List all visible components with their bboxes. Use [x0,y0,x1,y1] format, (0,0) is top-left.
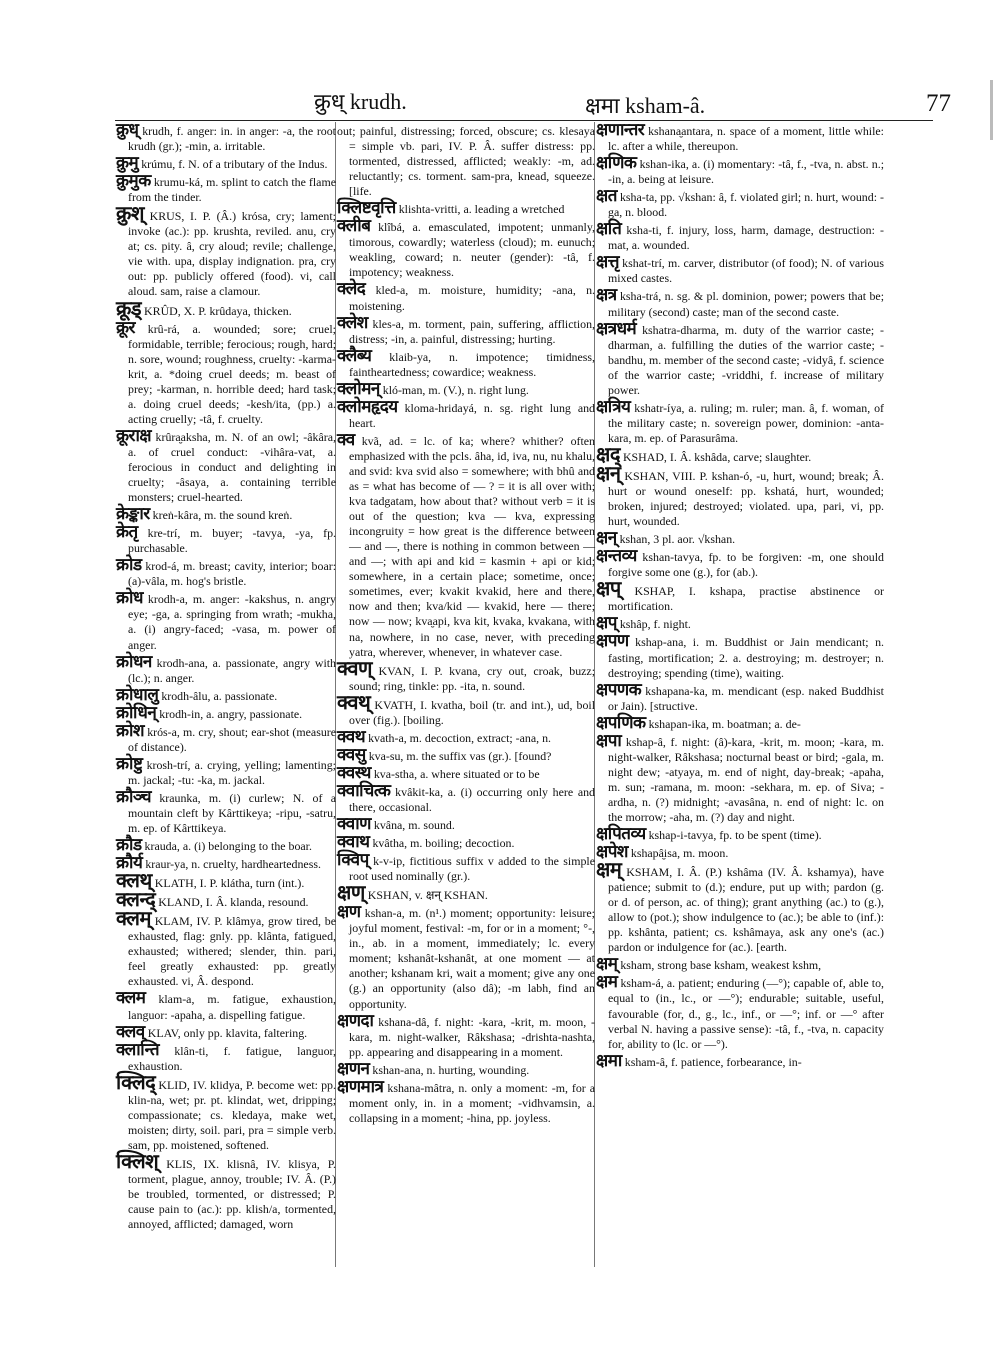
dictionary-entry [116,990,336,1022]
entry-text: krauda, a. (i) belonging to the boar. [144,839,312,854]
entry-devanagari-headword: क्लेद [337,279,366,299]
entry-text: klam-a, m. fatigue, exhaustion, languor: -apaha, a. dispelling fatigue. [128,992,336,1022]
entry-devanagari-headword: क्लान्ति [116,1039,160,1059]
dictionary-entry [116,1021,336,1041]
entry-devanagari-headword: क्रूराक्ष [116,425,152,445]
entry-devanagari-headword: क्षणान्तर [596,120,645,139]
dictionary-entry [116,203,336,299]
entry-devanagari-headword: क्वथ [337,726,366,746]
dictionary-entry [596,615,884,632]
entry-text: kva-su, m. the suffix vas (gr.). [found? [368,748,552,763]
entry-text: kshatr-íya, a. ruling; m. ruler; man. â, f. woman, of the military caste; n. sovereign power, dominion: -anta-kara, m. ep. of Parasurâma. [608,400,884,445]
entry-devanagari-headword: क्षम् [596,859,622,882]
dictionary-entry [596,578,884,614]
entry-devanagari-headword: क्षणिक [596,153,637,173]
entry-text: kshap-ana, i. m. Buddhist or Jain mendicant; n. fasting, mortification; 2. a. destroying; m. destroyer; n. destroying; spending (time), waiting. [608,635,884,680]
entry-devanagari-headword: क्षत्रिय [596,396,631,416]
entry-text: krumu-ká, m. splint to catch the flame from the tinder. [128,175,336,205]
entry-text: kshat-trí, m. carver, distributor (of food); N. of various mixed castes. [608,256,884,286]
entry-text: KLAV, only pp. klavita, faltering. [147,1025,308,1040]
entry-devanagari-headword: क्वण् [337,657,372,680]
entry-devanagari-headword: क्षणमात्र [337,1076,384,1096]
dictionary-entry [337,904,595,1011]
dictionary-entry [116,908,336,989]
entry-text: klîbá, a. emasculated, impotent; unmanly, timorous, cowardly; waterless (cloud); m. eunuch; weakling, coward; n. neuter (gender): -tâ, f. impotency; weakness. [349,220,595,280]
dictionary-entry [337,852,595,884]
entry-devanagari-headword: क्रूर [116,317,136,337]
dictionary-entry [596,826,884,843]
dictionary-entry [116,317,336,427]
dictionary-entry [596,548,884,580]
entry-text: kvâtha, m. boiling; decoction. [372,836,515,851]
entry-text: k-v-ip, fictitious suffix v added to the simple root used nominally (gr.). [349,854,595,884]
entry-devanagari-headword: क्वाथ [337,832,370,852]
entry-devanagari-headword: क्लथ् [116,870,152,893]
entry-devanagari-headword: क्रोश [116,720,145,740]
entry-devanagari-headword: क्रौर्य [116,853,143,873]
dictionary-entry [596,1050,884,1070]
entry-devanagari-headword: क्रुश् [116,203,144,226]
entry-text: kshan-ana, n. hurting, wounding. [372,1062,530,1077]
entry-devanagari-headword: क्षपणिक [596,712,646,732]
entry-devanagari-headword: क्षपणक [596,679,642,699]
dictionary-entry [337,1058,595,1078]
entry-devanagari-headword: क्वथ् [337,691,371,714]
entry-text: kre-trí, m. buyer; -tavya, -ya, fp. purchasable. [128,526,336,556]
entry-devanagari-headword: क्लिष्टवृत्ति [337,198,396,218]
entry-text: kvâkit-ka, a. (i) occurring only here and there, occasional. [349,784,595,814]
entry-text: KLIS, IX. klisnâ, IV. klisya, P. torment, plague, annoy, trouble; IV. Â. (P.) be troubled, tormented, or distressed; P. cause pain to (ac.): pp. klish/a, tormented, annoyed, afflicted; damaged, worn [128,1156,336,1232]
entry-text: KLATH, I. P. klátha, turn (int.). [154,876,305,891]
entry-devanagari-headword: क्लम [116,988,146,1008]
dictionary-entry [116,524,336,556]
entry-devanagari-headword: क्रुध् [116,120,139,139]
entry-text: ksham, strong base ksham, weakest kshm, [620,958,822,973]
dictionary-entry [116,786,336,836]
page-number: 77 [926,90,951,117]
entry-text: kvâna, m. sound. [373,818,455,833]
entry-text: ksha-trá, n. sg. & pl. dominion, power; powers that be; military (second) caste; man of the second caste. [608,289,884,319]
entry-text: krudh, f. anger: in. in anger: -a, the root krudh (gr.); -min, a. irritable. [128,124,336,154]
dictionary-column-3 [596,122,884,1071]
dictionary-entry [596,530,884,547]
entry-text: kraur-ya, n. cruelty, hardheartedness. [145,857,321,872]
entry-text: kva-stha, a. where situated or to be [373,766,540,781]
entry-devanagari-headword: क्रोध [116,588,143,608]
entry-text: KVATH, I. kvatha, boil (tr. and int.), ud, boil over (fig.). [boiling. [349,697,595,727]
dictionary-entry [337,780,595,815]
dictionary-entry [596,974,884,1051]
entry-text: krós-a, m. cry, shout; ear-shot (measure of distance). [128,724,336,754]
entry-text: KLAND, I. Â. klanda, resound. [158,895,309,910]
entry-text: kshan-ika, a. (i) momentary: -tâ, f., -tva, n. abst. n.; -in, a. being at leisure. [608,157,884,187]
dictionary-entry [596,254,884,286]
dictionary-entry [337,657,595,694]
entry-text: kshap-â, f. night: (â)-kara, -krit, m. moon; -kara, m. night-walker, Râkshasa; nocturnal beast or bird; -gala, m. night dew; -atyaya, m. end of night, day-break; -apaha, m. sun; -ramana, m. moon: -sekhara, m. ep. of Siva; -ardha, n. (?) midnight; -avasâna, n. end of night: lc. on the morrow; -aha, m. (?) day and night. [608,734,884,824]
entry-devanagari-headword: क्लैब्य [337,345,372,365]
entry-text: krû-rá, a. wounded; sore; cruel; formidable, terrible; ferocious; rough, hard; n. sore, wound; roughness, cruelty: -karma-krit, a. *doing cruel deeds; m. beast of prey; -karman, n. horrible deed; hard task; a. doing cruel deeds; -kesh/ita, (pp.) a. acting cruelly; -tâ, f. cruelty. [128,321,336,426]
scan-margin-mark [990,80,993,140]
entry-devanagari-headword: क्लीब [337,216,371,236]
entry-devanagari-headword: क्रेतृ [116,522,138,542]
entry-devanagari-headword: क्रोष्टु [116,753,143,773]
entry-devanagari-headword: क्लम् [116,908,151,931]
dictionary-entry [337,762,595,782]
entry-text: ksha-ta, pp. √kshan: â, f. violated girl; n. hurt, wound: -ga, n. blood. [608,190,884,220]
dictionary-entry [116,684,336,704]
entry-text: krodh-a, m. anger: -kakshus, n. angry eye; -ga, a. springing from wrath; -mukha, a. (i) angry-faced; -vasa, m. power of anger. [128,592,336,652]
dictionary-entry [596,730,884,825]
header-left-guideword: क्रुध् krudh. [314,89,407,114]
entry-text: KSHAN, VIII. P. kshan-ó, -u, hurt, wound; break; Â. hurt or wound oneself: pp. kshatá, hurt, wounded; broken, injured; destroyed; violated. upa, pari, vi, pp. hurt, wounded. [608,468,884,529]
entry-text: krodh-ana, a. passionate, angry with (lc.); n. anger. [128,655,337,685]
entry-devanagari-headword: क्रोधालु [116,684,159,704]
entry-text: kshapana-ka, m. mendicant (esp. naked Buddhist or Jain). [structive. [608,683,884,713]
entry-devanagari-headword: क्लोमहृदय [337,396,398,416]
entry-text: KLID, IV. klidya, P. become wet: pp. klin-na, wet; pr. pt. klindat, wet, dripping; compassionate; cs. kledaya, make wet, moisten; dirty, soil. pari, pra = simple verb. sam, pp. moistened, softened. [128,1077,336,1152]
entry-devanagari-headword: क्विप् [337,850,369,870]
entry-text: kled-a, m. moisture, humidity; -ana, n. moistening. [349,283,595,313]
entry-text: kles-a, m. torment, pain, suffering, affliction, distress; -in, a. painful, distressing; hurting. [349,316,595,346]
entry-devanagari-headword: क्रेङ्कार [116,504,150,524]
entry-devanagari-headword: क्लिद् [116,1071,156,1094]
entry-text: kshapâ̮isa, m. moon. [630,846,729,861]
entry-devanagari-headword: क्षत [596,186,617,206]
entry-devanagari-headword: क्रोधिन् [116,702,157,722]
entry-devanagari-headword: क्व [337,429,355,449]
dictionary-entry [337,744,595,764]
dictionary-entry [596,633,884,680]
entry-text: KSHAP, I. kshapa, practise abstinence or mortification. [608,584,884,614]
header-rule [115,120,933,121]
dictionary-entry [116,155,336,172]
entry-text: kloma-hridayá, n. sg. right lung and heart. [349,400,595,430]
entry-devanagari-headword: क्षण [337,902,361,922]
dictionary-entry [116,297,336,320]
entry-devanagari-headword: क्षम् [596,954,618,974]
entry-devanagari-headword: क्वाचित्क [337,780,391,800]
entry-devanagari-headword: क्रोड [116,555,142,575]
entry-text: kshapan-ika, m. boatman; a. de- [648,716,801,731]
entry-devanagari-headword: क्षपितव्य [596,824,646,844]
dictionary-entry [116,1071,336,1153]
dictionary-entry [596,443,884,466]
entry-text: kshana-dâ, f. night: -kara, -krit, m. moon, -kara, m. night-walker, Râkshasa; -drishta-nashta, pp. appearing and disappearing in a moment. [349,1014,595,1059]
entry-text: ksham-â, f. patience, forbearance, in- [624,1054,802,1069]
dictionary-entry [337,1010,595,1060]
dictionary-entry [116,557,336,589]
entry-devanagari-headword: क्षत्रधर्म [596,318,637,338]
entry-devanagari-headword: क्षन् [596,462,621,485]
dictionary-entry [337,816,595,833]
dictionary-column-2 [337,122,595,1127]
dictionary-entry [116,173,336,205]
entry-devanagari-headword: क्षपण [596,631,629,651]
entry-devanagari-headword: क्लोमन् [337,378,380,398]
entry-text: klân-ti, f. fatigue, languor, exhaustion. [128,1043,336,1073]
entry-text: kreṅ-kâra, m. the sound kreṅ. [152,508,293,523]
entry-text: ksha-ti, f. injury, loss, harm, damage, destruction: -mat, a. wounded. [608,223,884,253]
dictionary-entry [596,221,884,253]
entry-text: krúmu, f. N. of a tributary of the Indus. [141,157,328,172]
dictionary-entry [116,651,337,686]
entry-devanagari-headword: क्रौड [116,835,142,855]
entry-text: out; painful, distressing; forced, obscure; cs. klesaya = simple vb. pari, IV. P. Â. suffer distress: pp. tormented, distressed, afflicted; weakly: -m, ad. reluctantly; cs. torment. sam-pra, knead, squeeze. [life. [337,124,595,199]
page-header [0,82,1000,118]
entry-text: kshap-i-tavya, fp. to be spent (time). [648,828,822,843]
dictionary-entry [337,218,595,280]
dictionary-entry [596,679,884,714]
entry-text: kshâp, f. night. [619,617,691,632]
entry-devanagari-headword: क्रुमु [116,153,139,173]
entry-devanagari-headword: क्षण् [337,882,365,905]
entry-text: kló-man, m. (V.), n. right lung. [382,382,529,397]
dictionary-column-1 [116,122,336,1233]
dictionary-entry [337,1076,595,1126]
header-center-guideword: क्षमा ksham-â. [585,93,706,118]
entry-devanagari-headword: क्वसु [337,744,366,764]
entry-devanagari-headword: क्वस्थ [337,762,371,782]
entry-text: krodh-in, a. angry, passionate. [159,706,303,721]
entry-text: kshan, 3 pl. aor. √kshan. [619,532,736,547]
entry-text: KLAM, IV. P. klâmya, grow tired, be exhausted, flag: gnly. pp. klânta, fatigued, exhausted; withered; slender, thin. pari, feel greatly exhausted: pp. greatly exhausted. vi, Â. despond. [128,914,336,989]
entry-text: krûra̮aksha, m. N. of an owl; -âkâra, a. of cruel conduct: -vihâra-vat, a. ferocious in conduct and delighting in cruelty; -âsaya, a. containing terrible monsters; cruel-hearted. [128,429,336,505]
entry-text: krod-á, m. breast; cavity, interior; boar: (a)-vâla, m. hog's bristle. [128,559,336,589]
dictionary-entry [116,702,336,722]
dictionary-entry [596,844,884,861]
entry-devanagari-headword: क्लेश [337,312,368,332]
dictionary-entry [596,712,884,732]
dictionary-entry [337,882,595,905]
entry-text: kshana̮antara, n. space of a moment, little while: lc. after a while, thereupon. [608,124,884,154]
entry-devanagari-headword: क्षति [596,219,622,239]
entry-devanagari-headword: क्षपेश [596,842,628,862]
dictionary-entry [596,956,884,973]
dictionary-entry [596,155,884,187]
entry-devanagari-headword: क्षणन [337,1058,370,1078]
dictionary-entry [116,1039,336,1074]
dictionary-entry [337,200,595,217]
entry-devanagari-headword: क्षपा [596,730,622,750]
entry-text: krosh-trí, a. crying, yelling; lamenting; m. jackal; -tu: -ka, m. jackal. [128,757,336,787]
entry-devanagari-headword: क्षत्र [596,285,617,305]
dictionary-entry [337,378,595,398]
entry-devanagari-headword: क्रूड् [116,297,142,320]
dictionary-entry [337,691,595,728]
entry-devanagari-headword: क्षप् [596,578,621,601]
dictionary-entry [596,396,884,446]
dictionary-entry [116,590,336,652]
dictionary-entry [337,726,595,746]
dictionary-entry [596,462,884,529]
entry-devanagari-headword: क्षन् [596,528,617,548]
entry-text: klaib-ya, n. impotence; timidness, faintheartedness; cowardice; weakness. [349,349,595,379]
entry-text: kraunka, m. (i) curlew; N. of a mountain cleft by Kârttikeya; -ripu, -satru, m. ep. of Kârttikeya. [128,790,336,836]
entry-devanagari-headword: क्लिश् [116,1150,159,1173]
entry-devanagari-headword: क्षद् [596,443,620,466]
entry-text: KVAN, I. P. kvana, cry out, croak, buzz; sound; ring, tinkle: pp. -ita, n. sound. [349,663,595,693]
entry-text: KSHAN, v. क्षन् KSHAN. [367,888,488,903]
dictionary-entry [116,425,336,505]
dictionary-entry [116,1150,336,1232]
dictionary-entry [337,345,595,380]
dictionary-entry [116,506,336,523]
entry-text: KSHAM, I. Â. (P.) kshâma (IV. Â. kshamya), have patience; submit to (d.); endure, put up with; pardon (g. or d. of person, ac. of thing); grant anything (ac.) to (g.), allow to (pot.); show indulgence to (ac.); be able to (inf.): pp. kshânta, patient; cs. kshâmaya, ask any one's (ac.) pardon or indulgence for (ac.). [earth. [608,865,884,955]
entry-devanagari-headword: क्लन्द् [116,889,156,912]
dictionary-entry [337,281,595,313]
dictionary-entry [596,859,884,955]
dictionary-entry [337,396,595,431]
entry-devanagari-headword: क्षप् [596,613,617,633]
entry-text: kshana-mâtra, n. only a moment: -m, for a moment only, in. in a moment; -vidhvamsin, a. collapsing in a moment; -hina, pp. joyless. [349,1080,595,1125]
dictionary-entry [116,837,336,854]
dictionary-entry [596,287,884,319]
dictionary-entry [116,720,336,755]
entry-devanagari-headword: क्वाण [337,814,371,834]
entry-text: kshan-a, m. (n¹.) moment; opportunity: leisure; joyful moment, festival: -m, for or in a moment; °-, in., ab. in a moment, immediately; lc. every moment; kshanât-kshanât, at one moment — at another; kshanam kri, wait a moment; give any one (g.) an opportunity (also dâ); -m labh, find an opportunity. [349,906,595,1011]
dictionary-entry [337,122,595,199]
entry-text: kshan-tavya, fp. to be forgiven: -m, one should forgive some one (g.), for (ab.). [608,550,884,580]
entry-devanagari-headword: क्षणदा [337,1010,374,1030]
entry-text: krodh-âlu, a. passionate. [161,688,278,703]
entry-text: ksham-á, a. patient; enduring (—°); capable of, able to, equal to (in., lc., or —°); endurable; suitable, useful, favourable (for, d., g., lc., inf., or —°; inf. or —° after verbal N. having a passive sense): -tâ, f., -tva, n. capacity for, ability to (lc. or —°). [608,976,884,1051]
entry-text: KRUS, I. P. (Â.) krósa, cry; lament; invoke (ac.): pp. krushta, reviled. anu, cry at; cs. pity. â, cry aloud; revile; challenge, vie with. upa, display indignation. pra, cry out: pp. publicly offered (food). vi, call aloud. sam, raise a clamour. [128,209,336,299]
dictionary-entry [596,318,884,398]
entry-text: kshatra-dharma, m. duty of the warrior caste; -dharman, a. fulfilling the duties of the warrior caste; -bandhu, m. member of the second caste; -vidyâ, f. science of the warrior caste; -vriddhi, f. increase of military power. [608,322,884,397]
dictionary-entry [337,312,595,347]
dictionary-entry [337,834,595,851]
entry-devanagari-headword: क्लव् [116,1021,145,1041]
entry-text: klishta-vritti, a. leading a wretched [398,202,565,217]
dictionary-entry [116,122,336,154]
dictionary-entry [116,753,336,788]
entry-devanagari-headword: क्षत्तृ [596,252,619,272]
entry-text: KRÛD, X. P. krûdaya, thicken. [144,303,292,318]
entry-devanagari-headword: क्रोधन [116,651,152,671]
entry-devanagari-headword: क्षन्तव्य [596,546,637,566]
dictionary-entry [596,188,884,220]
dictionary-entry [596,122,884,154]
entry-text: KSHAD, I. Â. kshâda, carve; slaughter. [622,449,812,464]
entry-devanagari-headword: क्रौञ्च [116,786,152,806]
entry-text: kvath-a, m. decoction, extract; -ana, n. [368,730,551,745]
dictionary-entry [337,429,596,660]
entry-devanagari-headword: क्रुमुक [116,171,151,191]
entry-devanagari-headword: क्षम [596,972,618,992]
entry-devanagari-headword: क्षमा [596,1050,622,1070]
entry-text: kvã, ad. = lc. of ka; where? whither? often emphasized with the pcls. âha, id, iva, nu, nu khalu, and svid: kva svid also = somewhere; with bhû and as = what has become of — ? = it is all over with; kva tadgatam, how about that? without verb = it is out of the question; kva — kva, expressing incongruity = how great is the difference between — and —, there is nothing in common between — and —; with api and kid = kasmin + api or kid; somewhere, in a certain place; sometime, once; sometimes, ever; kvakit kvakid, here and there, now and then; kva/kid — kvakid, here — there; now — now; kva̮api, kva kit, kvaka, kvakana, with na, nowhere, in no case, never, with preceding yatra, wherever, whenever, in whatever case. [349,433,596,659]
